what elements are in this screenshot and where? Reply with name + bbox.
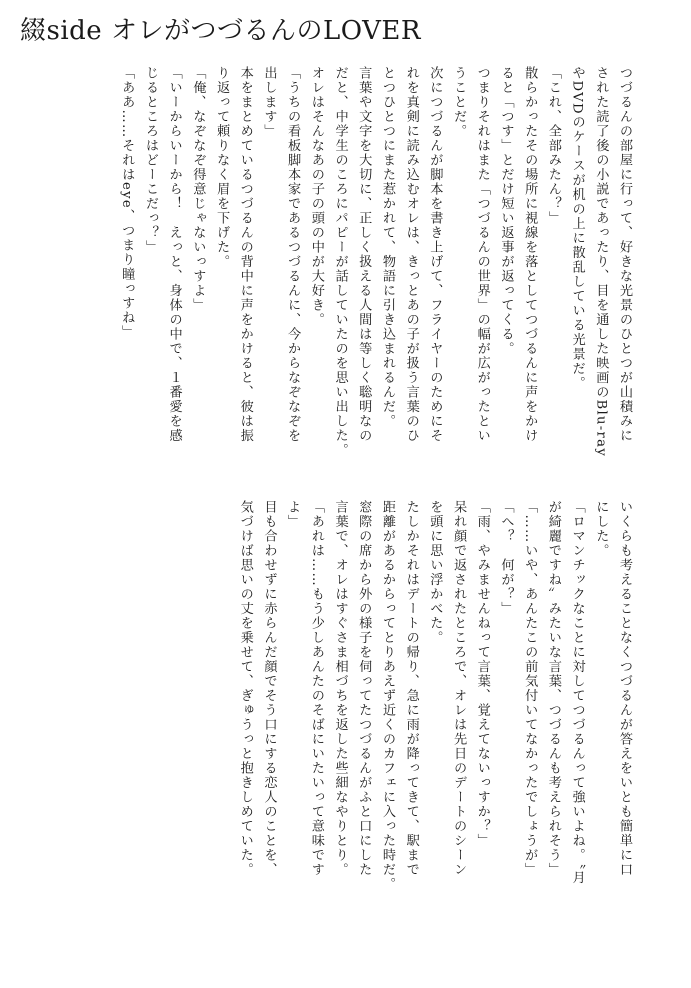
text-line: が綺麗ですね〟みたいな言葉、つづるんも考えられそう」 bbox=[545, 500, 561, 877]
text-line: 距離があるからってとりあえず近くのカフェに入った時だ。 bbox=[379, 500, 395, 892]
text-line: 言葉で、オレはすぐさま相づちを返した些細なやりとり。 bbox=[332, 500, 348, 877]
text-line: たしかそれはデートの帰り、急に雨が降ってきて、駅まで bbox=[403, 500, 419, 877]
text-line: 「ああ……それはeye、つまり瞳っすね」 bbox=[119, 66, 135, 340]
text-line: 「これ、全部みたん？」 bbox=[545, 66, 561, 226]
text-line: 散らかったその場所に視線を落としてつづるんに声をかけ bbox=[522, 66, 538, 443]
text-line: 本をまとめているつづるんの背中に声をかけると、彼は振 bbox=[237, 66, 253, 443]
text-line: 「……いや、あんたこの前気付いてなかったでしょうが」 bbox=[522, 500, 538, 877]
text-line: ると「つす」とだけ短い返事が返ってくる。 bbox=[498, 66, 514, 356]
text-line: じるところはどーこだっ？」 bbox=[142, 66, 158, 255]
text-line: 呆れ顔で返されたところで、オレは先日のデートのシーン bbox=[451, 500, 467, 877]
text-line: うことだ。 bbox=[451, 66, 467, 139]
text-line: 「あれは……もう少しあんたのそばにいたいって意味です bbox=[308, 500, 324, 877]
text-line: つづるんの部屋に行って、好きな光景のひとつが山積みに bbox=[617, 66, 632, 443]
text-line: 次につづるんが脚本を書き上げて、フライヤーのためにそ bbox=[427, 66, 443, 443]
text-line: 「いーからいーから！ えっと、身体の中で、１番愛を感 bbox=[166, 66, 182, 443]
text-line: を頭に思い浮かべた。 bbox=[427, 500, 443, 645]
upper-text-block bbox=[51, 66, 636, 482]
text-line: 「うちの看板脚本家であるつづるんに、今からなぞなぞを bbox=[285, 66, 301, 443]
text-line: された読了後の小説であったり、目を通した映画のBlu-ray bbox=[593, 66, 609, 458]
text-line: 「俺、なぞなぞ得意じゃないっすよ」 bbox=[190, 66, 206, 313]
text-line: 窓際の席から外の様子を伺ってたつづるんがふと口にした bbox=[356, 500, 372, 877]
text-line: 言葉や文字を大切に、正しく扱える人間は等しく聡明なの bbox=[356, 66, 372, 443]
text-line: 気づけば思いの丈を乗せて、ぎゅうっと抱きしめていた。 bbox=[237, 500, 253, 877]
text-line: 「雨、やみませんねって言葉、覚えてないっすか？」 bbox=[474, 500, 490, 848]
text-line: よ」 bbox=[285, 500, 301, 529]
text-line: やDVDのケースが机の上に散乱している光景だ。 bbox=[569, 66, 585, 391]
page-title: 綴side オレがつづるんのLOVER bbox=[20, 16, 421, 46]
text-line: だと、中学生のころにパピーが話していたのを思い出した。 bbox=[332, 66, 348, 458]
text-line: 「ロマンチックなことに対してつづるんって強いよね。〝月 bbox=[569, 500, 585, 885]
text-line: り返って頼りなく眉を下げた。 bbox=[214, 66, 230, 269]
text-line: とつひとつにまた惹かれて、物語に引き込まれるんだ。 bbox=[379, 66, 395, 429]
text-line: いくらも考えることなくつづるんが答えをいとも簡単に口 bbox=[617, 500, 632, 877]
text-line: 目も合わせずに赤らんだ顔でそう口にする恋人のことを、 bbox=[261, 500, 277, 877]
lower-text-block bbox=[51, 500, 636, 940]
text-line: 出します」 bbox=[261, 66, 277, 139]
text-line: オレはそんなあの子の頭の中が大好き。 bbox=[308, 66, 324, 327]
text-line: にした。 bbox=[593, 500, 609, 558]
text-line: 「へ？ 何が？」 bbox=[498, 500, 514, 616]
text-line: つまりそれはまた「つづるんの世界」の幅が広がったとい bbox=[474, 66, 490, 443]
text-line: れを真剣に読み込むオレは、きっとあの子が扱う言葉のひ bbox=[403, 66, 419, 443]
